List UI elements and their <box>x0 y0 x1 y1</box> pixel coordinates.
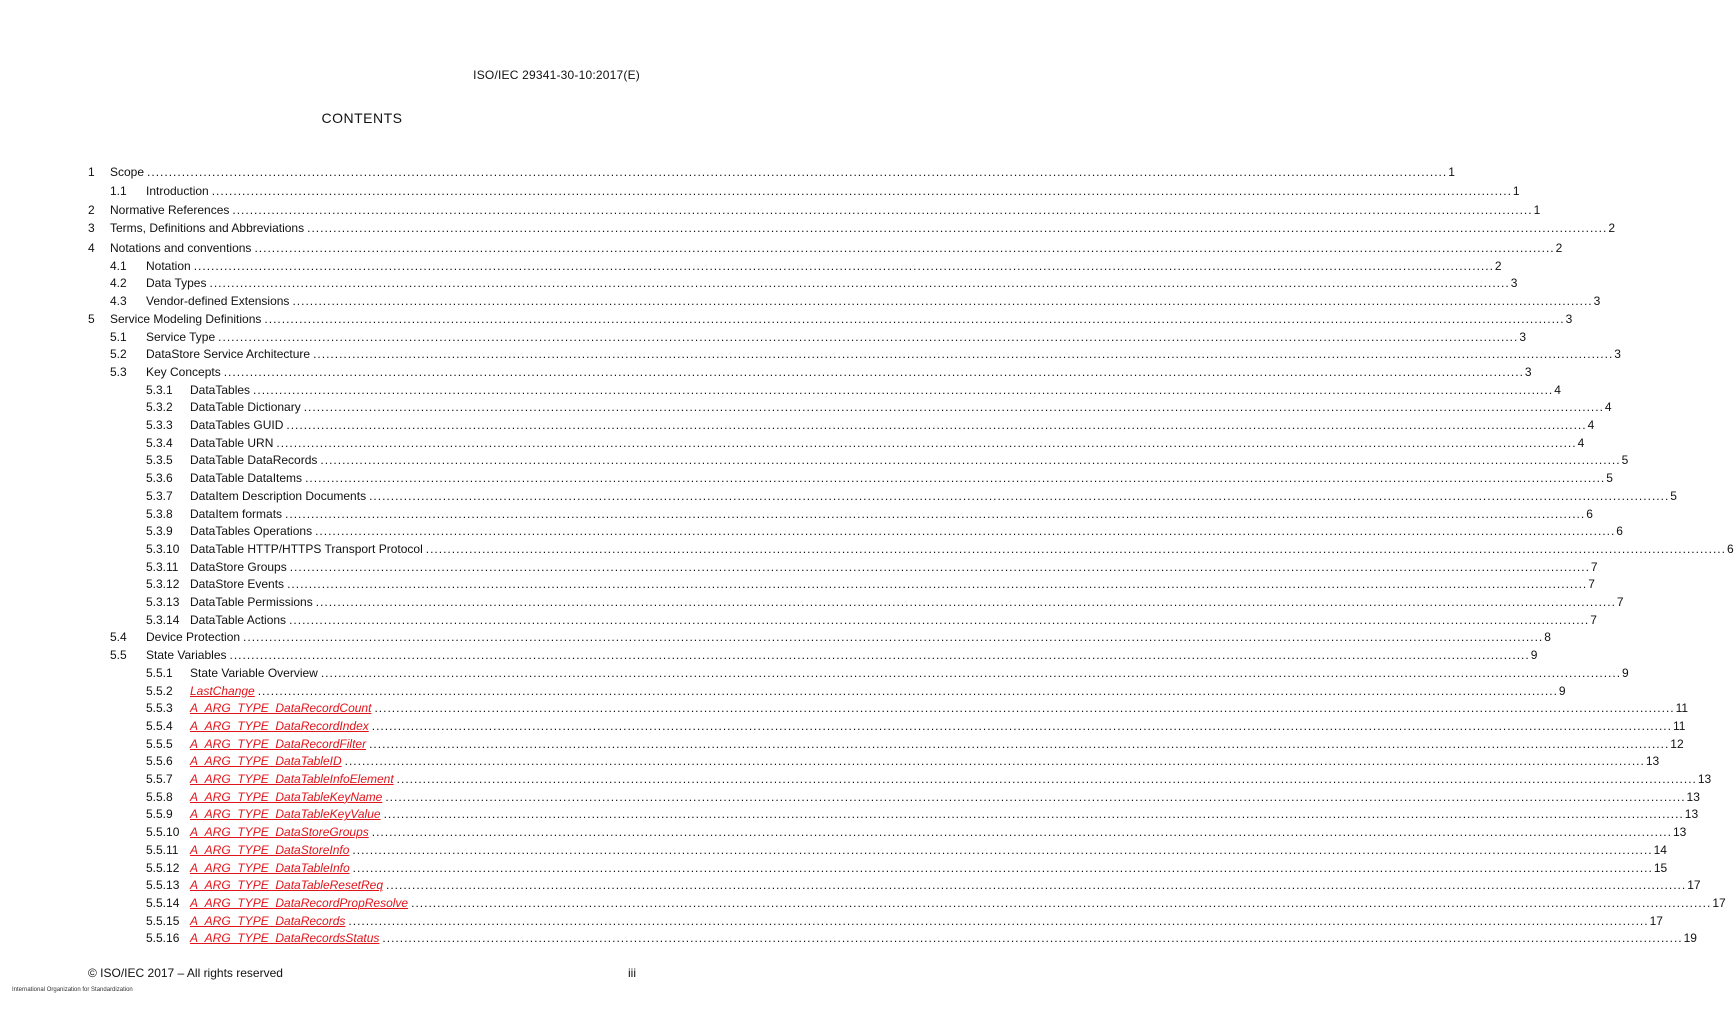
toc-entry <box>0 452 1629 468</box>
toc-leader-dots: ............................................................................................................................................................................................................................................................................................................ <box>243 630 1544 645</box>
toc-entry <box>0 612 1597 628</box>
toc-entry-page: 3 <box>1593 294 1601 309</box>
toc-entry-number: 5.5.15 <box>146 913 180 928</box>
toc-entry[interactable] <box>0 806 1699 822</box>
toc-leader-dots: ............................................................................................................................................................................................................................................................................................................ <box>313 347 1614 362</box>
toc-entry-body <box>190 753 1660 769</box>
toc-entry-number: 1 <box>88 165 95 179</box>
toc-entry-title: State Variables <box>146 648 227 663</box>
toc-entry-number: 5.5 <box>110 648 127 663</box>
toc-entry-number: 5.3.9 <box>146 524 173 539</box>
toc-entry <box>0 665 1629 681</box>
toc-entry-title: DataTables Operations <box>190 524 313 539</box>
toc-entry-title: DataTable HTTP/HTTPS Transport Protocol <box>190 541 423 556</box>
toc-entry-page: 4 <box>1577 435 1585 450</box>
toc-entry-number: 4.3 <box>110 294 127 309</box>
toc-entry-number: 5.3.4 <box>146 435 173 450</box>
toc-leader-dots: ............................................................................................................................................................................................................................................................................................................ <box>287 577 1588 592</box>
toc-entry-page: 3 <box>1524 364 1532 379</box>
toc-entry-body <box>190 806 1699 822</box>
toc-entry-body <box>190 930 1697 946</box>
toc-entry[interactable] <box>0 700 1689 716</box>
toc-entry-number: 5.5.13 <box>146 878 180 893</box>
toc-entry-body <box>190 523 1623 539</box>
toc-entry-title: Normative References <box>110 203 230 217</box>
toc-leader-dots: ............................................................................................................................................................................................................................................................................................................ <box>348 913 1649 928</box>
toc-entry[interactable] <box>0 736 1684 752</box>
toc-entry-body <box>146 647 1538 663</box>
toc-entry-body <box>190 559 1598 575</box>
toc-entry <box>0 399 1612 415</box>
toc-entry-title: DataTables GUID <box>190 418 284 432</box>
toc-entry-page: 5 <box>1670 488 1677 503</box>
toc-leader-dots: ............................................................................................................................................................................................................................................................................................................ <box>425 541 1726 556</box>
toc-entry-number: 5.5.16 <box>146 931 180 946</box>
toc-entry-title: Service Type <box>146 329 216 344</box>
toc-entry-page: 7 <box>1616 595 1624 609</box>
toc-entry-page: 5 <box>1621 453 1629 468</box>
toc-leader-dots: ............................................................................................................................................................................................................................................................................................................ <box>289 612 1590 627</box>
toc-entry-title: Terms, Definitions and Abbreviations <box>110 221 305 235</box>
toc-leader-dots: ............................................................................................................................................................................................................................................................................................................ <box>303 400 1604 415</box>
toc-entry-title: Service Modeling Definitions <box>110 311 262 326</box>
toc-entry-number: 5.4 <box>110 630 127 645</box>
toc-leader-dots: ............................................................................................................................................................................................................................................................................................................ <box>211 184 1512 198</box>
toc-entry-number: 5.3.14 <box>146 612 180 627</box>
toc-entry-number: 5.5.12 <box>146 860 180 875</box>
toc-leader-dots: ............................................................................................................................................................................................................................................................................................................ <box>320 453 1621 468</box>
toc-entry <box>0 258 1502 274</box>
toc-entry-body <box>146 364 1532 380</box>
toc-entry[interactable] <box>0 842 1667 858</box>
toc-entry-number: 4 <box>88 241 95 255</box>
toc-leader-dots: ............................................................................................................................................................................................................................................................................................................ <box>385 789 1686 804</box>
toc-entry-page: 8 <box>1544 630 1551 645</box>
toc-leader-dots: ............................................................................................................................................................................................................................................................................................................ <box>411 895 1712 910</box>
toc-entry-page: 9 <box>1558 683 1566 698</box>
toc-entry-title: DataTable DataItems <box>190 471 303 486</box>
toc-entry <box>0 346 1621 362</box>
toc-entry-title: DataItem formats <box>190 506 283 521</box>
toc-entry-body <box>190 399 1612 415</box>
toc-entry-number: 5.3.10 <box>146 541 180 556</box>
toc-entry-link[interactable]: A_ARG_TYPE_DataStoreGroups <box>190 825 369 840</box>
toc-entry-number: 5.5.2 <box>146 683 173 698</box>
toc-entry-number: 4.2 <box>110 276 127 291</box>
toc-entry-title: Device Protection <box>146 630 241 645</box>
toc-entry-title: DataStore Events <box>190 577 285 592</box>
toc-leader-dots: ............................................................................................................................................................................................................................................................................................................ <box>218 329 1519 344</box>
toc-entry-link[interactable]: A_ARG_TYPE_DataRecordIndex <box>190 718 369 733</box>
toc-leader-dots: ............................................................................................................................................................................................................................................................................................................ <box>254 241 1555 255</box>
toc-entry-number: 5.3.12 <box>146 577 180 592</box>
toc-entry <box>0 417 1595 433</box>
toc-leader-dots: ............................................................................................................................................................................................................................................................................................................ <box>371 718 1672 733</box>
toc-leader-dots: ............................................................................................................................................................................................................................................................................................................ <box>369 488 1670 503</box>
toc-entry-number: 5.5.8 <box>146 789 173 804</box>
toc-entry-body <box>190 470 1613 486</box>
toc-leader-dots: ............................................................................................................................................................................................................................................................................................................ <box>396 772 1697 786</box>
toc-entry-body <box>190 382 1561 398</box>
toc-entry-title: Notations and conventions <box>110 241 252 255</box>
copyright-notice: © ISO/IEC 2017 – All rights reserved <box>88 966 283 980</box>
toc-entry-number: 5.5.5 <box>146 736 173 751</box>
toc-leader-dots: ............................................................................................................................................................................................................................................................................................................ <box>289 559 1590 574</box>
toc-entry-number: 5.3.1 <box>146 382 173 397</box>
toc-entry <box>0 435 1585 451</box>
toc-entry-body <box>146 346 1621 362</box>
toc-entry-page: 13 <box>1686 789 1700 804</box>
toc-entry-page: 7 <box>1590 559 1598 574</box>
toc-entry <box>0 594 1624 610</box>
toc-entry-link[interactable]: A_ARG_TYPE_DataRecordFilter <box>190 736 367 751</box>
toc-entry-body <box>190 683 1566 699</box>
toc-leader-dots: ............................................................................................................................................................................................................................................................................................................ <box>209 276 1510 291</box>
toc-entry-page: 17 <box>1712 895 1726 910</box>
toc-entry-page: 19 <box>1683 931 1697 946</box>
toc-entry-body <box>190 913 1663 929</box>
toc-entry-number: 5.5.11 <box>146 842 179 857</box>
toc-entry <box>0 559 1598 575</box>
toc-leader-dots: ............................................................................................................................................................................................................................................................................................................ <box>286 418 1587 432</box>
toc-leader-dots: ............................................................................................................................................................................................................................................................................................................ <box>147 165 1448 179</box>
toc-entry-number: 5.3.6 <box>146 471 173 486</box>
toc-entry-link[interactable]: A_ARG_TYPE_DataRecordCount <box>190 701 372 716</box>
toc-entry-page: 6 <box>1616 524 1623 539</box>
toc-entry[interactable] <box>0 877 1701 893</box>
toc-entry-number: 5.3.13 <box>146 595 180 609</box>
toc-entry <box>0 647 1538 663</box>
toc-entry-number: 5.3 <box>110 364 127 379</box>
toc-entry-number: 5.5.1 <box>146 665 173 680</box>
toc-entry-link[interactable]: A_ARG_TYPE_DataTableInfo <box>190 860 350 875</box>
toc-entry-title: Vendor-defined Extensions <box>146 294 290 309</box>
toc-entry-body <box>110 220 1615 236</box>
toc-entry-page: 13 <box>1697 772 1712 786</box>
toc-entry-link[interactable]: LastChange <box>190 683 255 698</box>
toc-entry <box>0 275 1518 291</box>
toc-entry-page: 3 <box>1510 276 1518 291</box>
toc-entry-body <box>190 718 1686 734</box>
toc-entry-page: 17 <box>1649 913 1663 928</box>
toc-entry-link[interactable]: A_ARG_TYPE_DataRecords <box>190 913 346 928</box>
toc-leader-dots: ............................................................................................................................................................................................................................................................................................................ <box>307 221 1608 235</box>
toc-entry-page: 7 <box>1588 577 1595 592</box>
toc-entry-title: DataTable Actions <box>190 612 287 627</box>
toc-entry-page: 11 <box>1675 701 1689 716</box>
toc-entry-body <box>110 311 1573 327</box>
toc-entry-title: Key Concepts <box>146 364 221 379</box>
toc-entry-page: 7 <box>1590 612 1597 627</box>
toc-entry-number: 3 <box>88 221 95 235</box>
toc-entry-body <box>190 895 1726 911</box>
toc-entry[interactable] <box>0 824 1687 840</box>
toc-entry-title: DataTable Dictionary <box>190 400 301 415</box>
toc-entry-page: 9 <box>1622 665 1629 680</box>
toc-entry <box>0 523 1623 539</box>
toc-entry-link[interactable]: A_ARG_TYPE_DataRecordPropResolve <box>190 895 409 910</box>
toc-entry[interactable] <box>0 860 1668 876</box>
toc-entry-title: State Variable Overview <box>190 665 318 680</box>
toc-entry-number: 5 <box>88 311 95 326</box>
toc-entry-title: DataTables <box>190 382 251 397</box>
toc-leader-dots: ............................................................................................................................................................................................................................................................................................................ <box>374 701 1675 716</box>
toc-leader-dots: ............................................................................................................................................................................................................................................................................................................ <box>193 258 1494 273</box>
toc-leader-dots: ............................................................................................................................................................................................................................................................................................................ <box>253 382 1554 397</box>
toc-entry-title: Data Types <box>146 276 207 291</box>
toc-entry[interactable] <box>0 753 1660 769</box>
toc-entry-page: 6 <box>1586 506 1593 521</box>
toc-entry[interactable] <box>0 930 1697 946</box>
toc-entry-page: 12 <box>1670 736 1684 751</box>
toc-entry-body <box>190 506 1593 522</box>
toc-entry-title: Scope <box>110 165 145 179</box>
toc-entry-title: DataTable URN <box>190 435 274 450</box>
toc-entry <box>0 470 1613 486</box>
toc-entry <box>0 311 1573 327</box>
toc-leader-dots: ............................................................................................................................................................................................................................................................................................................ <box>276 435 1577 450</box>
toc-entry-page: 4 <box>1604 400 1612 415</box>
toc-entry-body <box>190 824 1687 840</box>
toc-entry-page: 15 <box>1653 860 1668 875</box>
toc-entry-number: 5.3.7 <box>146 488 173 503</box>
toc-entry-page: 9 <box>1530 648 1538 663</box>
toc-entry-body <box>146 258 1502 274</box>
toc-entry-page: 4 <box>1587 418 1595 432</box>
toc-entry-number: 5.5.9 <box>146 807 173 822</box>
toc-entry-page: 1 <box>1512 184 1520 198</box>
toc-entry-number: 5.3.5 <box>146 453 173 468</box>
toc-entry-number: 5.3.8 <box>146 506 173 521</box>
toc-entry-body <box>146 629 1551 645</box>
toc-entry <box>0 382 1561 398</box>
toc-entry-body <box>110 202 1541 218</box>
toc-entry[interactable] <box>0 789 1700 805</box>
toc-leader-dots: ............................................................................................................................................................................................................................................................................................................ <box>352 860 1653 875</box>
toc-entry-title: Notation <box>146 258 191 273</box>
toc-entry-page: 17 <box>1687 878 1701 893</box>
toc-entry-body <box>146 275 1518 291</box>
toc-entry-link[interactable]: A_ARG_TYPE_DataTableID <box>190 754 342 769</box>
toc-entry[interactable] <box>0 895 1726 911</box>
toc-entry-number: 5.1 <box>110 329 127 344</box>
toc-leader-dots: ............................................................................................................................................................................................................................................................................................................ <box>257 683 1558 698</box>
toc-entry-page: 2 <box>1608 221 1615 235</box>
toc-entry-body <box>110 240 1563 256</box>
toc-entry-title: Introduction <box>146 184 209 198</box>
toc-entry-body <box>190 435 1585 451</box>
toc-entry-number: 4.1 <box>110 258 127 273</box>
toc-entry-number: 5.5.6 <box>146 754 173 769</box>
toc-entry-body <box>190 488 1677 504</box>
toc-leader-dots: ............................................................................................................................................................................................................................................................................................................ <box>223 364 1524 379</box>
toc-entry-number: 5.3.3 <box>146 418 173 432</box>
toc-leader-dots: ............................................................................................................................................................................................................................................................................................................ <box>264 311 1565 326</box>
toc-entry-link[interactable]: A_ARG_TYPE_DataTableKeyValue <box>190 807 381 822</box>
toc-entry-page: 4 <box>1554 382 1561 397</box>
toc-leader-dots: ............................................................................................................................................................................................................................................................................................................ <box>371 825 1672 840</box>
toc-entry-number: 5.5.10 <box>146 825 180 840</box>
toc-entry-number: 5.3.2 <box>146 400 173 415</box>
toc-entry-number: 1.1 <box>110 184 127 198</box>
toc-entry[interactable] <box>0 718 1686 734</box>
toc-entry-body <box>190 736 1684 752</box>
toc-entry-link[interactable]: A_ARG_TYPE_DataStoreInfo <box>190 842 350 857</box>
toc-entry-body <box>146 329 1527 345</box>
toc-leader-dots: ............................................................................................................................................................................................................................................................................................................ <box>386 878 1687 893</box>
toc-entry-title: DataStore Service Architecture <box>146 347 311 362</box>
toc-entry[interactable] <box>0 683 1566 699</box>
page-title: CONTENTS <box>321 110 403 126</box>
toc-entry[interactable] <box>0 771 1712 787</box>
toc-leader-dots: ............................................................................................................................................................................................................................................................................................................ <box>369 736 1670 751</box>
toc-entry-body <box>110 164 1455 180</box>
toc-entry-body <box>190 877 1701 893</box>
toc-entry-title: DataTable Permissions <box>190 595 313 609</box>
toc-entry <box>0 329 1527 345</box>
toc-leader-dots: ............................................................................................................................................................................................................................................................................................................ <box>344 754 1645 769</box>
toc-entry <box>0 364 1532 380</box>
toc-entry-page: 13 <box>1684 807 1699 822</box>
document-id: ISO/IEC 29341-30-10:2017(E) <box>473 68 640 82</box>
toc-leader-dots: ............................................................................................................................................................................................................................................................................................................ <box>315 524 1616 539</box>
toc-leader-dots: ............................................................................................................................................................................................................................................................................................................ <box>305 471 1606 486</box>
toc-entry-number: 5.2 <box>110 347 127 362</box>
toc-entry <box>0 183 1520 199</box>
toc-entry-page: 3 <box>1614 347 1621 362</box>
toc-entry-number: 2 <box>88 203 95 217</box>
toc-entry-body <box>190 842 1667 858</box>
toc-entry-page: 2 <box>1494 258 1502 273</box>
toc-entry-link[interactable]: A_ARG_TYPE_DataRecordsStatus <box>190 931 380 946</box>
toc-entry <box>0 576 1595 592</box>
toc-leader-dots: ............................................................................................................................................................................................................................................................................................................ <box>382 931 1683 946</box>
toc-entry-body <box>190 452 1629 468</box>
toc-entry-page: 1 <box>1533 203 1541 217</box>
toc-leader-dots: ............................................................................................................................................................................................................................................................................................................ <box>292 294 1593 309</box>
toc-entry-page: 1 <box>1448 165 1455 179</box>
toc-entry-title: DataTable DataRecords <box>190 453 318 468</box>
toc-entry-number: 5.5.4 <box>146 718 173 733</box>
toc-entry-number: 5.5.14 <box>146 895 180 910</box>
toc-entry-page: 3 <box>1519 329 1527 344</box>
toc-entry <box>0 164 1455 180</box>
page-number: iii <box>628 966 636 980</box>
toc-entry <box>0 488 1677 504</box>
toc-entry-page: 2 <box>1555 241 1563 255</box>
toc-leader-dots: ............................................................................................................................................................................................................................................................................................................ <box>232 203 1533 217</box>
toc-entry-page: 6 <box>1726 541 1734 556</box>
toc-entry-link[interactable]: A_ARG_TYPE_DataTableInfoElement <box>190 772 394 786</box>
toc-entry-number: 5.5.3 <box>146 701 173 716</box>
toc-entry <box>0 240 1563 256</box>
toc-entry <box>0 629 1551 645</box>
toc-entry-page: 11 <box>1672 718 1686 733</box>
toc-entry-page: 3 <box>1565 311 1573 326</box>
toc-entry <box>0 293 1601 309</box>
toc-leader-dots: ............................................................................................................................................................................................................................................................................................................ <box>229 648 1530 663</box>
toc-entry-body <box>190 541 1734 557</box>
toc-entry-body <box>190 789 1700 805</box>
toc-entry <box>0 220 1615 236</box>
toc-entry-body <box>190 594 1624 610</box>
toc-entry-body <box>190 700 1689 716</box>
toc-entry-number: 5.3.11 <box>146 559 179 574</box>
toc-entry <box>0 202 1541 218</box>
toc-entry-title: DataItem Description Documents <box>190 488 367 503</box>
organization-line: International Organization for Standardization <box>12 987 133 993</box>
toc-entry-link[interactable]: A_ARG_TYPE_DataTableKeyName <box>190 789 383 804</box>
toc-leader-dots: ............................................................................................................................................................................................................................................................................................................ <box>315 595 1616 609</box>
toc-entry-body <box>190 417 1595 433</box>
toc-entry-body <box>146 183 1520 199</box>
toc-leader-dots: ............................................................................................................................................................................................................................................................................................................ <box>320 665 1622 680</box>
toc-entry[interactable] <box>0 913 1663 929</box>
toc-entry-number: 5.5.7 <box>146 772 173 786</box>
toc-entry-body <box>190 576 1595 592</box>
toc-entry-link[interactable]: A_ARG_TYPE_DataTableResetReq <box>190 878 383 893</box>
toc-entry-body <box>190 771 1712 787</box>
toc-leader-dots: ............................................................................................................................................................................................................................................................................................................ <box>285 506 1586 521</box>
toc-entry <box>0 506 1593 522</box>
toc-entry-title: DataStore Groups <box>190 559 287 574</box>
toc-entry-page: 13 <box>1672 825 1687 840</box>
toc-entry-page: 5 <box>1606 471 1613 486</box>
toc-entry-page: 13 <box>1645 754 1660 769</box>
toc-leader-dots: ............................................................................................................................................................................................................................................................................................................ <box>352 842 1653 857</box>
toc-entry-body <box>190 612 1597 628</box>
toc-entry-body <box>190 665 1629 681</box>
toc-leader-dots: ............................................................................................................................................................................................................................................................................................................ <box>383 807 1684 822</box>
toc-entry-body <box>146 293 1601 309</box>
toc-entry <box>0 541 1734 557</box>
toc-entry-page: 14 <box>1653 842 1667 857</box>
toc-entry-body <box>190 860 1668 876</box>
